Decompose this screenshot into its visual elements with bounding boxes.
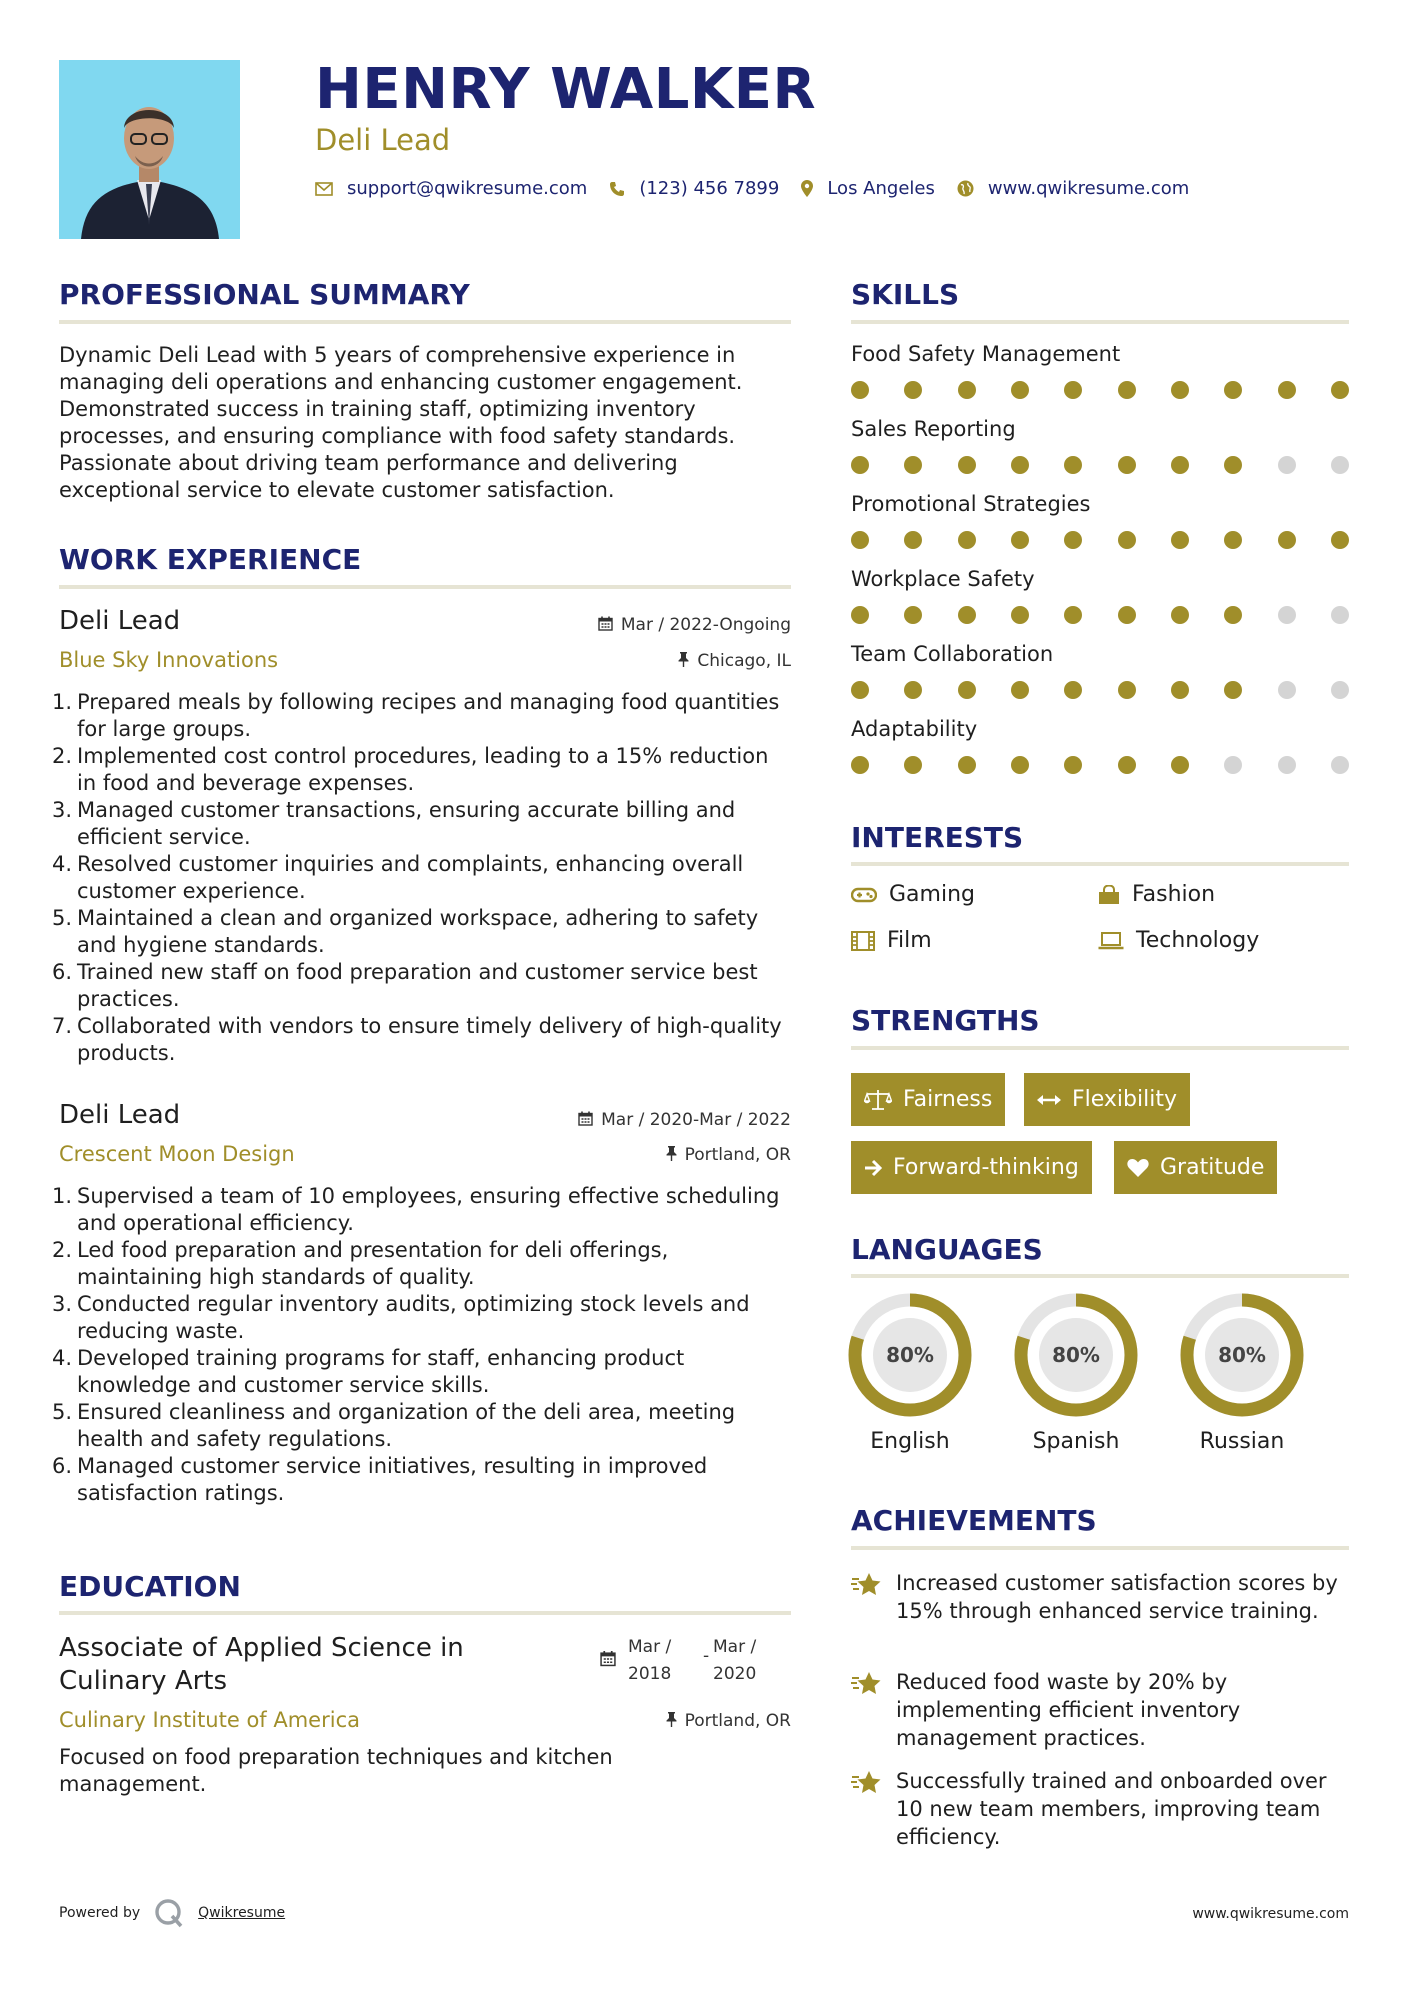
- skill-dot-filled: [851, 456, 869, 474]
- laptop-icon: [1098, 932, 1124, 950]
- education-location: [491, 1711, 791, 1731]
- film-icon: [851, 931, 875, 951]
- heart-icon: [1127, 1158, 1149, 1178]
- summary-divider: [59, 320, 791, 324]
- interests-divider: [851, 862, 1349, 866]
- achievements-heading: ACHIEVEMENTS: [851, 1504, 1097, 1537]
- job-dates-text: Mar / 2020-Mar / 2022: [601, 1110, 791, 1130]
- contact-phone[interactable]: (123) 456 7899: [639, 178, 780, 199]
- skill-dot-empty: [1278, 756, 1296, 774]
- job-title: Deli Lead: [59, 1100, 181, 1130]
- skill-dot-filled: [1224, 681, 1242, 699]
- achievement-text: Reduced food waste by 20% by implementing efficient inventory management practices.: [896, 1670, 1241, 1750]
- skill-name: Food Safety Management: [851, 342, 1121, 366]
- job-location: [491, 1145, 791, 1165]
- gamepad-icon: [851, 887, 877, 903]
- skill-name: Promotional Strategies: [851, 492, 1091, 516]
- skill-dot-filled: [904, 756, 922, 774]
- skill-dot-filled: [851, 381, 869, 399]
- envelope-icon: [315, 182, 333, 196]
- skill-dot-empty: [1331, 456, 1349, 474]
- list-item: 5. Ensured cleanliness and organization of the deli area, meeting health and safety regulations.: [52, 1400, 736, 1451]
- contact-email[interactable]: support@qwikresume.com: [347, 178, 588, 199]
- interests-heading: INTERESTS: [851, 821, 1024, 854]
- skill-dot-filled: [1064, 756, 1082, 774]
- strength-label: Fairness: [903, 1087, 993, 1112]
- skill-dot-filled: [851, 756, 869, 774]
- star-icon: [851, 1670, 883, 1698]
- skill-rating: [851, 606, 1349, 624]
- calendar-icon: [578, 1111, 593, 1130]
- skill-dot-filled: [1331, 381, 1349, 399]
- job-company: Blue Sky Innovations: [59, 648, 279, 672]
- language-item: [1014, 1293, 1138, 1454]
- skills-heading: SKILLS: [851, 278, 960, 311]
- skill-dot-empty: [1278, 456, 1296, 474]
- job-location: [491, 651, 791, 671]
- skill-rating: [851, 381, 1349, 399]
- strength-label: Flexibility: [1072, 1087, 1177, 1112]
- skill-dot-filled: [904, 456, 922, 474]
- summary-text: Dynamic Deli Lead with 5 years of comprehensive experience in managing deli operations and enhancing customer engagement. Demonstrated success in training staff, optimizing inventory processes, and ensuring compliance with food safety standards. Passionate about driving team performance and delivering exceptional service to elevate customer satisfaction.: [59, 343, 743, 502]
- interest-item: [1098, 882, 1215, 907]
- skill-dot-filled: [1224, 531, 1242, 549]
- qwikresume-logo-icon: [154, 1898, 184, 1928]
- skill-dot-filled: [1064, 531, 1082, 549]
- skill-dot-filled: [1064, 456, 1082, 474]
- strength-label: Gratitude: [1160, 1155, 1265, 1180]
- qwikresume-link[interactable]: Qwikresume: [198, 1905, 286, 1921]
- skill-dot-filled: [1278, 531, 1296, 549]
- language-percent: 80%: [1052, 1343, 1100, 1367]
- interest-item: [1098, 928, 1259, 953]
- skill-dot-filled: [851, 681, 869, 699]
- list-item: 3. Managed customer transactions, ensuring accurate billing and efficient service.: [52, 798, 736, 849]
- skill-dot-filled: [958, 381, 976, 399]
- skill-dot-empty: [1224, 756, 1242, 774]
- skill-dot-filled: [904, 681, 922, 699]
- job-location-text: Chicago, IL: [697, 651, 791, 671]
- language-name: Russian: [1199, 1429, 1285, 1454]
- skill-dot-filled: [958, 606, 976, 624]
- languages-heading: LANGUAGES: [851, 1233, 1043, 1266]
- education-heading: EDUCATION: [59, 1570, 241, 1603]
- skill-dot-filled: [958, 756, 976, 774]
- skill-dot-filled: [958, 681, 976, 699]
- skill-dot-filled: [1118, 681, 1136, 699]
- skill-dot-filled: [1171, 756, 1189, 774]
- achievement-text: Increased customer satisfaction scores by 15% through enhanced service training.: [896, 1571, 1338, 1623]
- job-responsibilities: [52, 1183, 793, 1507]
- calendar-icon: [598, 616, 613, 635]
- skill-rating: [851, 756, 1349, 774]
- skill-dot-empty: [1278, 606, 1296, 624]
- experience-heading: WORK EXPERIENCE: [59, 543, 362, 576]
- pushpin-icon: [678, 652, 689, 671]
- interest-label: Film: [887, 928, 932, 953]
- language-name: Spanish: [1032, 1429, 1120, 1454]
- skills-divider: [851, 320, 1349, 324]
- skill-dot-filled: [1331, 531, 1349, 549]
- interest-item: [851, 882, 975, 907]
- skill-rating: [851, 456, 1349, 474]
- shopping-bag-icon: [1098, 885, 1120, 905]
- education-description: Focused on food preparation techniques and kitchen management.: [59, 1745, 613, 1796]
- strength-badge: [1024, 1073, 1190, 1126]
- skill-dot-filled: [1224, 606, 1242, 624]
- interest-item: [851, 928, 932, 953]
- skill-name: Sales Reporting: [851, 417, 1016, 441]
- skill-dot-filled: [1171, 606, 1189, 624]
- job-title: Deli Lead: [59, 606, 181, 636]
- interest-label: Gaming: [889, 882, 975, 907]
- list-item: 1. Prepared meals by following recipes and managing food quantities for large groups.: [52, 690, 780, 741]
- skill-dot-filled: [1118, 531, 1136, 549]
- arrows-horizontal-icon: [1037, 1094, 1061, 1106]
- list-item: 6. Trained new staff on food preparation and customer service best practices.: [52, 960, 758, 1011]
- languages-divider: [851, 1274, 1349, 1278]
- skill-dot-filled: [958, 531, 976, 549]
- star-icon: [851, 1571, 883, 1599]
- skill-dot-filled: [1064, 681, 1082, 699]
- job-location-text: Portland, OR: [684, 1145, 791, 1165]
- skill-dot-filled: [1118, 756, 1136, 774]
- list-item: 5. Maintained a clean and organized workspace, adhering to safety and hygiene standards.: [52, 906, 759, 957]
- language-item: [848, 1293, 972, 1454]
- job-responsibilities: [52, 689, 793, 1067]
- skill-dot-filled: [1064, 606, 1082, 624]
- skill-dot-filled: [851, 531, 869, 549]
- achievements-divider: [851, 1546, 1349, 1550]
- pushpin-icon: [666, 1146, 677, 1165]
- profile-photo: [59, 60, 240, 239]
- strength-badge: [1114, 1141, 1277, 1194]
- skill-dot-filled: [958, 456, 976, 474]
- skill-dot-filled: [1118, 381, 1136, 399]
- skill-name: Workplace Safety: [851, 567, 1035, 591]
- interest-label: Technology: [1136, 928, 1260, 953]
- list-item: 4. Developed training programs for staff, enhancing product knowledge and customer service skills.: [52, 1346, 685, 1397]
- calendar-icon: [600, 1650, 616, 1671]
- footer-website[interactable]: www.qwikresume.com: [1192, 1906, 1349, 1922]
- language-name: English: [870, 1429, 950, 1454]
- candidate-role: Deli Lead: [315, 123, 451, 157]
- achievement-text: Successfully trained and onboarded over 10 new team members, improving team efficiency.: [896, 1769, 1327, 1849]
- strength-badge: [851, 1073, 1005, 1126]
- date-separator: -: [703, 1646, 710, 1666]
- skill-dot-empty: [1331, 606, 1349, 624]
- job-company: Crescent Moon Design: [59, 1142, 295, 1166]
- list-item: 2. Implemented cost control procedures, leading to a 15% reduction in food and beverage expenses.: [52, 744, 769, 795]
- summary-heading: PROFESSIONAL SUMMARY: [59, 278, 470, 311]
- skill-rating: [851, 531, 1349, 549]
- skill-dot-filled: [904, 606, 922, 624]
- skill-rating: [851, 681, 1349, 699]
- language-percent: 80%: [886, 1343, 934, 1367]
- list-item: 4. Resolved customer inquiries and complaints, enhancing overall customer experience.: [52, 852, 744, 903]
- education-divider: [59, 1611, 791, 1615]
- contact-website[interactable]: www.qwikresume.com: [987, 178, 1190, 199]
- location-pin-icon: [801, 180, 813, 197]
- list-item: 3. Conducted regular inventory audits, optimizing stock levels and reducing waste.: [52, 1292, 750, 1343]
- school-name: Culinary Institute of America: [59, 1708, 360, 1732]
- skill-dot-filled: [1011, 681, 1029, 699]
- skill-dot-filled: [1278, 381, 1296, 399]
- skill-dot-filled: [1011, 756, 1029, 774]
- list-item: 6. Managed customer service initiatives, resulting in improved satisfaction ratings.: [52, 1454, 708, 1505]
- star-icon: [851, 1769, 883, 1797]
- language-item: [1180, 1293, 1304, 1454]
- job-dates: [491, 615, 791, 635]
- skill-dot-filled: [904, 531, 922, 549]
- skill-dot-filled: [1171, 381, 1189, 399]
- strengths-heading: STRENGTHS: [851, 1004, 1040, 1037]
- skill-name: Team Collaboration: [851, 642, 1054, 666]
- skill-name: Adaptability: [851, 717, 978, 741]
- skill-dot-filled: [904, 381, 922, 399]
- skill-dot-filled: [1171, 456, 1189, 474]
- skill-dot-filled: [1224, 381, 1242, 399]
- pushpin-icon: [666, 1712, 677, 1731]
- skill-dot-filled: [1011, 606, 1029, 624]
- contact-bar: [315, 178, 1211, 199]
- footer-branding: [59, 1898, 285, 1928]
- candidate-name: HENRY WALKER: [315, 57, 817, 122]
- skill-dot-filled: [1064, 381, 1082, 399]
- skill-dot-filled: [1011, 456, 1029, 474]
- language-percent: 80%: [1218, 1343, 1266, 1367]
- list-item: 7. Collaborated with vendors to ensure timely delivery of high-quality products.: [52, 1014, 782, 1065]
- experience-divider: [59, 585, 791, 589]
- globe-icon: [957, 180, 974, 197]
- skill-dot-filled: [1171, 681, 1189, 699]
- skill-dot-filled: [1011, 531, 1029, 549]
- degree-title: Associate of Applied Science in Culinary Arts: [59, 1633, 464, 1696]
- skill-dot-empty: [1278, 681, 1296, 699]
- list-item: 2. Led food preparation and presentation for deli offerings, maintaining high standards of quality.: [52, 1238, 669, 1289]
- strength-label: Forward-thinking: [893, 1155, 1079, 1180]
- education-end-date: Mar / 2020: [713, 1637, 757, 1684]
- arrow-right-icon: [864, 1159, 882, 1177]
- strengths-divider: [851, 1046, 1349, 1050]
- balance-scale-icon: [864, 1089, 892, 1111]
- job-dates-text: Mar / 2022-Ongoing: [620, 615, 791, 635]
- powered-by-label: Powered by: [59, 1905, 141, 1921]
- skill-dot-empty: [1331, 681, 1349, 699]
- contact-location: Los Angeles: [827, 178, 935, 199]
- strength-badge: [851, 1141, 1092, 1194]
- list-item: 1. Supervised a team of 10 employees, ensuring effective scheduling and operational efficiency.: [52, 1184, 780, 1235]
- skill-dot-filled: [1118, 606, 1136, 624]
- skill-dot-filled: [1171, 531, 1189, 549]
- interest-label: Fashion: [1132, 882, 1216, 907]
- phone-icon: [609, 181, 625, 197]
- education-location-text: Portland, OR: [684, 1711, 791, 1731]
- job-dates: [441, 1110, 791, 1130]
- skill-dot-filled: [1011, 381, 1029, 399]
- skill-dot-filled: [1118, 456, 1136, 474]
- skill-dot-filled: [1224, 456, 1242, 474]
- education-start-date: Mar / 2018: [628, 1637, 672, 1684]
- skill-dot-empty: [1331, 756, 1349, 774]
- skill-dot-filled: [851, 606, 869, 624]
